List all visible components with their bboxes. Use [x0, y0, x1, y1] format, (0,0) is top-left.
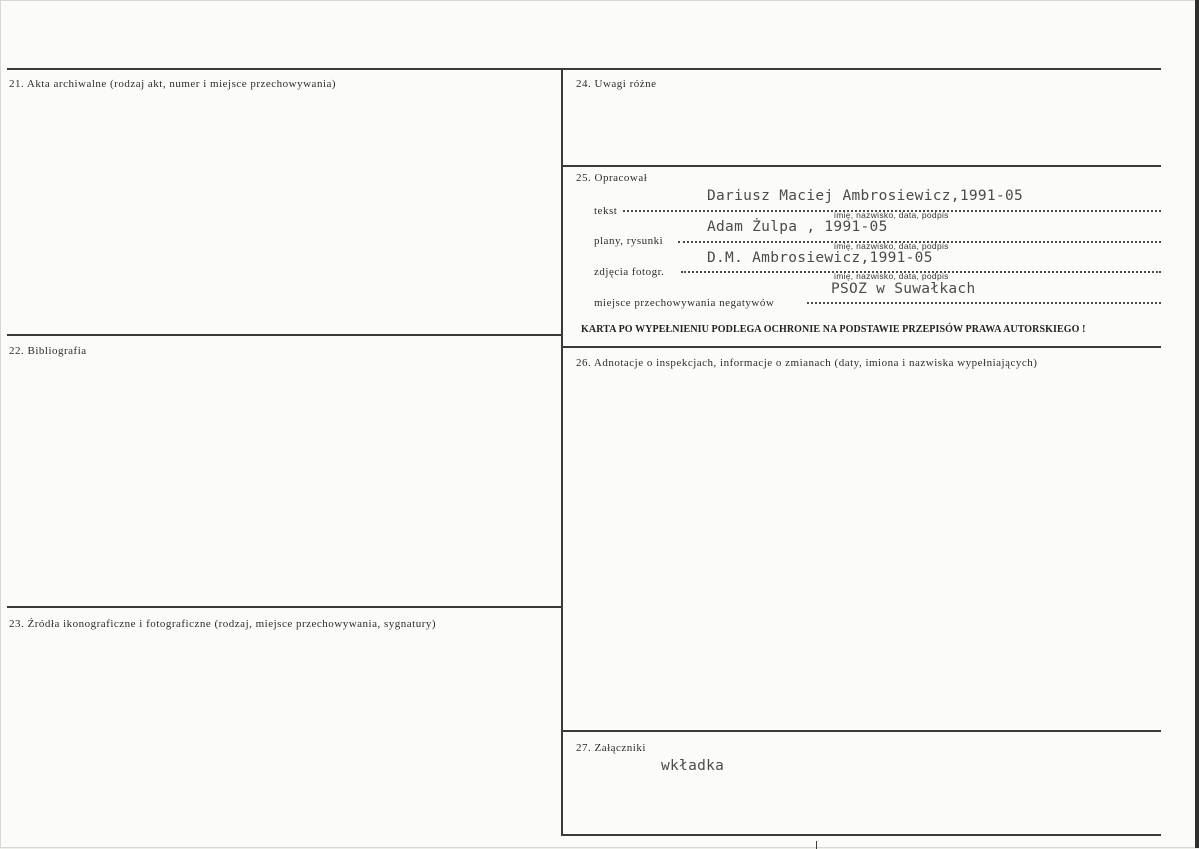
zalaczniki-typed-value: wkładka	[661, 758, 725, 774]
right-edge-shadow	[1195, 0, 1199, 848]
bottom-border-line	[561, 834, 1161, 836]
divider-24-25	[561, 165, 1161, 167]
section-25-label: 25. Opracował	[576, 172, 648, 184]
center-divider-line	[561, 68, 563, 836]
plany-label: plany, rysunki	[594, 235, 664, 247]
divider-22-23	[7, 606, 562, 608]
section-21-label: 21. Akta archiwalne (rodzaj akt, numer i miejsce przechowywania)	[9, 78, 337, 90]
zdjecia-typed-value: D.M. Ambrosiewicz,1991-05	[707, 250, 933, 266]
top-border-line	[7, 68, 1161, 70]
zdjecia-label: zdjęcia fotogr.	[594, 266, 665, 278]
section-27-label: 27. Załączniki	[576, 742, 646, 754]
miejsce-label: miejsce przechowywania negatywów	[594, 297, 775, 309]
plany-typed-value: Adam Żulpa , 1991-05	[707, 219, 888, 235]
divider-21-22	[7, 334, 562, 336]
miejsce-dotted-line	[807, 302, 1161, 304]
plany-hint: imię, nazwisko, data, podpis	[834, 241, 949, 251]
section-23-label: 23. Źródła ikonograficzne i fotograficzne (rodzaj, miejsce przechowywania, sygnatury)	[9, 618, 437, 630]
tekst-label: tekst	[594, 205, 618, 217]
zdjecia-hint: imię, nazwisko, data, podpis	[834, 271, 949, 281]
miejsce-typed-value: PSOZ w Suwałkach	[831, 281, 976, 297]
tekst-hint: imię, nazwisko, data, podpis	[834, 210, 949, 220]
section-26-label: 26. Adnotacje o inspekcjach, informacje o zmianach (daty, imiona i nazwiska wypełniających)	[576, 357, 1038, 369]
divider-25-26	[561, 346, 1161, 348]
divider-26-27	[561, 730, 1161, 732]
section-24-label: 24. Uwagi różne	[576, 78, 657, 90]
tekst-typed-value: Dariusz Maciej Ambrosiewicz,1991-05	[707, 188, 1024, 204]
section-22-label: 22. Bibliografia	[9, 345, 87, 357]
copyright-notice: KARTA PO WYPEŁNIENIU PODLEGA OCHRONIE NA PODSTAWIE PRZEPISÓW PRAWA AUTORSKIEGO !	[581, 324, 1086, 335]
